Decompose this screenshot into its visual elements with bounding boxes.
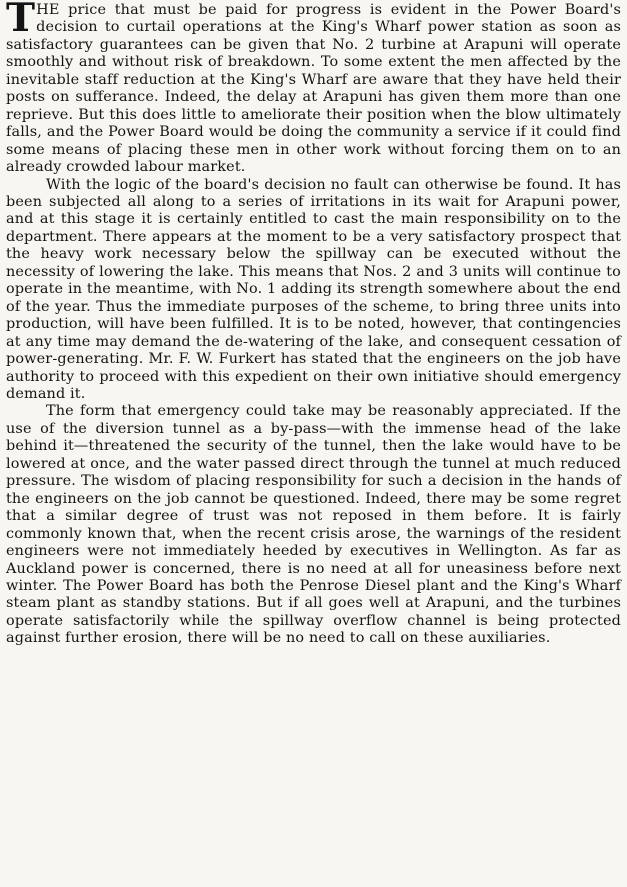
drop-cap: T: [6, 0, 36, 41]
article-paragraph-2: With the logic of the board's decision no fault can otherwise be found. It has been subjected all along to a series of irritations in its wait for Arapuni power, and at this stage it is certainly entitled to cast the main responsibility on to the department. There appears at the moment to be a very satisfactory prospect that the heavy work necessary below the spillway can be executed without the necessity of lowering the lake. This means that Nos. 2 and 3 units will continue to operate in the meantime, with No. 1 adding its strength somewhere about the end of the year. Thus the immediate purposes of the scheme, to bring three units into production, will have been fulfilled. It is to be noted, however, that contingencies at any time may demand the de-watering of the lake, and consequent cessation of power-generating. Mr. F. W. Furkert has stated that the engineers on the job have authority to proceed with this expedient on their own initiative should emergency demand it.: [6, 176, 621, 402]
article-paragraph-1: [6, 2, 621, 177]
article-paragraph-3: The form that emergency could take may be reasonably appreciated. If the use of the diversion tunnel as a by-pass—with the immense head of the lake behind it—threatened the security of the tunnel, then the lake would have to be lowered at once, and the water passed direct through the tunnel at much reduced pressure. The wisdom of placing responsibility for such a decision in the hands of the engineers on the job cannot be questioned. Indeed, there may be some regret that a similar degree of trust was not reposed in them before. It is fairly commonly known that, when the recent crisis arose, the warnings of the resident engineers were not immediately heeded by executives in Wellington. As far as Auckland power is concerned, there is no need at all for uneasiness before next winter. The Power Board has both the Penrose Diesel plant and the King's Wharf steam plant as standby stations. But if all goes well at Arapuni, and the turbines operate satisfactorily while the spillway overflow channel is being protected against further erosion, there will be no need to call on these auxiliaries.: [6, 403, 621, 647]
paragraph-1-text: HE price that must be paid for progress is evident in the Power Board's decision to curtail operations at the King's Wharf power station as soon as satisfactory guarantees can be given that No. 2 turbine at Arapuni will operate smoothly and without risk of breakdown. To some extent the men affected by the inevitable staff reduction at the King's Wharf are aware that they have held their posts on sufferance. Indeed, the delay at Arapuni has given them more than one reprieve. But this does little to ameliorate their position when the blow ultimately falls, and the Power Board would be doing the community a service if it could find some means of placing these men in other work without forcing them on to an already crowded labour market.: [6, 2, 621, 176]
